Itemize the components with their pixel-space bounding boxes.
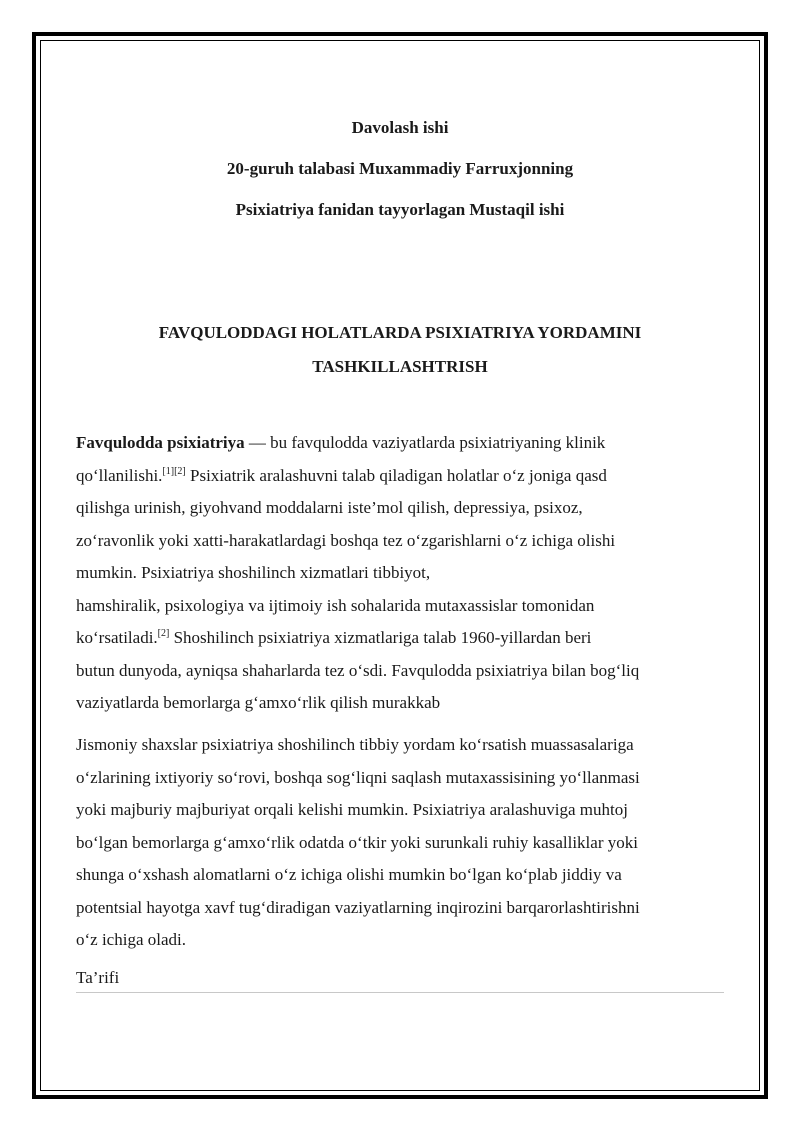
paragraph-admission [76,729,724,957]
paragraph-line: Jismoniy shaxslar psixiatriya shoshilinch tibbiy yordam ko‘rsatish muassasalariga [76,735,634,754]
paragraph-text: qo‘llanilishi. [76,465,163,485]
reference-link[interactable]: [1] [162,465,175,477]
paragraph-line: zo‘ravonlik yoki xatti-harakatlardagi boshqa tez o‘zgarishlarni o‘z ichiga olishi [76,530,616,550]
paragraph-text: ko‘rsatiladi. [76,628,158,647]
reference-link[interactable]: [2] [157,628,170,639]
paragraph-line [76,427,724,460]
paragraph-line: potentsial hayotga xavf tug‘diradigan vaziyatlarning inqirozini barqarorlashtirishni [76,897,640,917]
title-line-2: TASHKILLASHTRISH [312,357,488,376]
section-heading-text: Ta’rifi [76,968,120,987]
paragraph-line: bo‘lgan bemorlarga g‘amxo‘rlik odatda o‘tkir yoki surunkali ruhiy kasalliklar yoki [76,832,638,852]
paragraph-line: yoki majburiy majburiyat orqali kelishi mumkin. Psixiatriya aralashuviga muhtoj [76,800,628,819]
paragraph-line [76,460,724,493]
paragraph-text: — bu favqulodda vaziyatlarda psixiatriyaning klinik [244,433,606,452]
paragraph-line: qilishga urinish, giyohvand moddalarni iste’mol qilish, depressiya, psixoz, [76,498,583,517]
paragraph-line: hamshiralik, psixologiya va ijtimoiy ish sohalarida mutaxassislar tomonidan [76,595,595,615]
title-line-1: FAVQULODDAGI HOLATLARDA PSIXIATRIYA YORDAMINI [158,323,642,342]
paragraph-line: o‘zlarining ixtiyoriy so‘rovi, boshqa sog‘liqni saqlash mutaxassisining yo‘llanmasi [76,767,640,787]
paragraph-line [76,622,724,655]
reference-link[interactable]: [2] [174,465,186,477]
header-line-faculty: Davolash ishi [351,118,449,137]
paragraph-definition [76,427,724,720]
document-header [76,114,724,237]
paragraph-text: Psixiatrik aralashuvni talab qiladigan holatlar o‘z joniga qasd [185,465,607,485]
paragraph-line: mumkin. Psixiatriya shoshilinch xizmatlari tibbiyot, [76,563,431,582]
section-heading-definition [76,964,724,993]
paragraph-line: vaziyatlarda bemorlarga g‘amxo‘rlik qilish murakkab [76,693,441,712]
paragraph-text: Shoshilinch psixiatriya xizmatlariga talab 1960-yillardan beri [169,628,592,647]
document-title [100,316,700,384]
paragraph-line: o‘z ichiga oladi. [76,930,186,949]
lead-term: Favqulodda psixiatriya [76,433,245,452]
header-line-subject: Psixiatriya fanidan tayyorlagan Mustaqil ishi [235,200,565,219]
paragraph-line: shunga o‘xshash alomatlarni o‘z ichiga olishi mumkin bo‘lgan ko‘plab jiddiy va [76,865,622,884]
header-line-student: 20-guruh talabasi Muxammadiy Farruxjonning [226,159,574,178]
paragraph-line: butun dunyoda, ayniqsa shaharlarda tez o‘sdi. Favqulodda psixiatriya bilan bog‘liq [76,660,640,680]
